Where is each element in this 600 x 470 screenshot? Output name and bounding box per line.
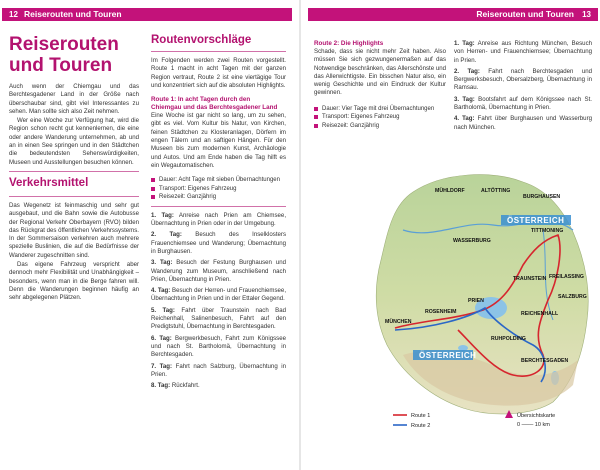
route2-transport: Transport: Eigenes Fahrzeug [314,113,446,122]
chapter-title [9,34,139,76]
country-label: ÖSTERREICH [507,216,565,225]
routes-heading: Routenvorschläge [151,34,252,46]
left-column [9,34,139,304]
town-label: FREILASSING [549,274,584,280]
day-item: 4. Tag: Fahrt über Burghausen und Wasserburg nach München. [454,115,592,131]
town-label: TITTMONING [531,228,564,234]
route1-heading-line1: Route 1: In acht Tagen durch den [151,96,251,104]
middle-column [151,34,286,393]
town-label: RUHPOLDING [491,336,526,342]
chapter-title-line1: Reiserouten [9,34,119,55]
transport-paragraph-1: Das Wegenetz ist feinmaschig und sehr gut ausgebaut, und die Bahn sowie die Autobusse der Regional Verkehr Oberbayern (RVO) bilden das Rückgrat des öffentlichen Verkehrssystems. In der Sommersaison verkehren auch mehrere spezielle Buslinien, die auf die Bedürfnisse der Wanderer zugeschnitten sind. [9,201,139,259]
route1-facts [151,176,286,202]
left-page-number: 12 [9,10,18,19]
town-label: REICHENHALL [521,311,559,317]
day-item: 3. Tag: Besuch der Festung Burghausen und Wanderung zum Museum, anschließend nach Prien, Übernachtung in Prien. [151,259,286,283]
day-item: 8. Tag: Rückfahrt. [151,382,200,390]
route1-day-list [151,212,286,391]
town-label: ROSENHEIM [425,309,457,315]
day-item: 2. Tag: Besuch des Inselklosters Frauenchiemsee und Wanderung; Übernachtung in Burghausen. [151,231,287,255]
route2-column [314,40,446,130]
day-item: 7. Tag: Fahrt nach Salzburg, Übernachtung in Prien. [151,362,287,378]
day-item: 2. Tag: Fahrt nach Berchtesgaden und Bergwerksbesuch, Obersalzberg, Übernachtung in Ramsau. [454,67,592,92]
right-page-header [308,8,598,21]
route1-season: Reisezeit: Ganzjährig [151,193,286,202]
day-item: 1. Tag: Anreise nach Prien am Chiemsee, Übernachtung in Prien oder in der Umgebung. [151,211,287,228]
legend-route2-label: Route 2 [411,423,431,429]
day-item: 6. Tag: Bergwerkbesuch, Fahrt zum Königssee und nach St. Bartholomä, Übernachtung in Berchtesgaden. [151,334,287,359]
route2-heading: Route 2: Die Highlights [314,40,384,47]
town-label: MÜHLDORF [435,188,465,194]
section-rule [151,51,286,52]
right-page-number: 13 [582,10,591,19]
route1-heading-line2: Chiemgau und das Berchtesgadener Land [151,104,278,112]
intro-paragraph-2: Wer eine Woche zur Verfügung hat, wird die Region schon recht gut kennenlernen, die eine oder andere Wanderung unternehmen, ab und an in einen See springen und in den Städtchen die bedeutendsten Sehenswürdigkeiten, Museen und Ausstellungen besuchen können. [9,117,139,166]
section-rule [9,171,139,172]
route-map [373,170,595,433]
town-label: BERCHTESGADEN [521,358,569,364]
town-label: TRAUNSTEIN [513,276,547,282]
section-rule [151,206,286,207]
town-label: SALZBURG [558,294,587,300]
country-label: ÖSTERREICH [419,351,477,360]
town-label: PRIEN [468,298,484,304]
section-rule [9,196,139,197]
day-item: 1. Tag: Anreise aus Richtung München, Besuch von Herren- und Frauenchiemsee; Übernachtung in Prien. [454,40,593,64]
town-label: ALTÖTTING [481,188,511,194]
route2-duration: Dauer: Vier Tage mit drei Übernachtungen [314,105,446,114]
route2-day-list [454,40,592,135]
town-label: WASSERBURG [453,238,491,244]
day-item: 3. Tag: Bootsfahrt auf dem Königssee nach St. Bartholomä, Übernachtung in Prien. [454,95,592,112]
section-heading-transport: Verkehrsmittel [9,176,89,189]
left-running-title: Reiserouten und Touren [24,9,122,19]
right-running-title: Reiserouten und Touren [476,9,574,19]
transport-paragraph-2: Das eigene Fahrzeug verspricht aber dennoch mehr Flexibilität und Unabhängigkeit – besonders, wenn man in die Berge fahren will. Denn die Wanderungen beginnen häufig an sehr abgelegenen Plätzen. [9,261,139,302]
legend-route1-label: Route 1 [411,413,431,419]
scale-title: Übersichtskarte [517,413,556,419]
routes-intro: Im Folgenden werden zwei Routen vorgestellt. Route 1 macht in acht Tagen mit der ganzen Region vertraut, Route 2 ist eine viertägige Tour und konzentriert sich auf die absoluten Highlights. [151,57,286,89]
town-label: BURGHAUSEN [523,194,561,200]
town-label: MÜNCHEN [385,319,412,325]
route2-facts [314,105,446,131]
route1-heading [151,96,286,112]
route1-duration: Dauer: Acht Tage mit sieben Übernachtungen [151,176,286,185]
intro-paragraph-1: Auch wenn der Chiemgau und das Berchtesgadener Land in der Größe nach überschaubar sind, gibt viel Interessantes zu sehen. Man sollte sich also Zeit nehmen. [9,83,139,115]
scale-units: 0 ─── 10 km [517,422,550,428]
route1-text: Eine Woche ist gar nicht so lang, um zu sehen, gibt es viel. Vom Kultur bis Natur, von Kirchen, feinen Städtchen zu Klosteranlagen, Dörfern im engen Tälern und an saftigen Hängen. Für den Museen bis zum modernen Kunst, Archäologie und Autos. Und am Ende haben die Tag hilft es ein Wegautomatischen. [151,112,286,169]
day-item: 5. Tag: Fahrt über Traunstein nach Bad Reichenhall, Salinenbesuch, Fahrt auf den Predigtstuhl, Übernachtung in Berchtesgaden. [151,306,286,331]
route2-season: Reisezeit: Ganzjährig [314,122,446,131]
chapter-title-line2: und Touren [9,55,113,76]
day-item: 4. Tag: Besuch der Herren- und Frauenchiemsee, Übernachtung in Prien und in der Ettaler Gegend. [151,287,287,303]
book-gutter [299,0,301,470]
route1-transport: Transport: Eigenes Fahrzeug [151,185,286,194]
left-page-header [2,8,292,21]
route2-text: Schade, dass sie nicht mehr Zeit haben. Also müssen Sie sich gezwungenermaßen auf das Notwendige beschränken, das Allerschönste und das Allerwichtigste. Ein bisschen Natur also, ein wenig Geschichte und ein Eindruck der Kultur gewinnen. [314,48,446,97]
